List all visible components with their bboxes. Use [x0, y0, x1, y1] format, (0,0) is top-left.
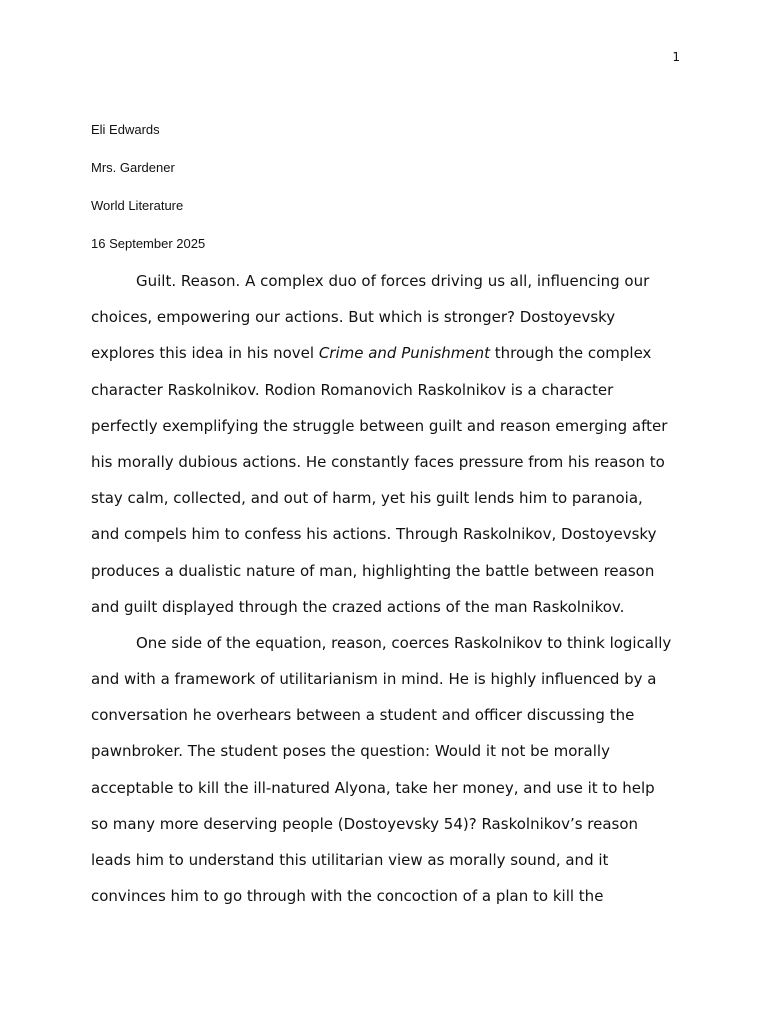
- essay-body: [91, 263, 683, 914]
- text-line: choices, empowering our actions. But which is stronger? Dostoyevsky: [91, 308, 616, 327]
- text-line: pawnbroker. The student poses the question: Would it not be morally: [91, 742, 610, 761]
- text-line: conversation he overhears between a student and officer discussing the: [91, 706, 635, 725]
- text-line: Guilt. Reason. A complex duo of forces driving us all, influencing our: [136, 272, 650, 290]
- paragraph-2: [91, 625, 683, 915]
- novel-title: Crime and Punishment: [318, 344, 490, 363]
- text-line: and guilt displayed through the crazed actions of the man Raskolnikov.: [91, 597, 625, 616]
- text-line: character Raskolnikov. Rodion Romanovich Raskolnikov is a character: [91, 380, 614, 399]
- course-name: World Literature: [91, 198, 184, 213]
- text-segment: explores this idea in his novel: [91, 344, 319, 363]
- text-line: One side of the equation, reason, coerces Raskolnikov to think logically: [136, 633, 672, 652]
- text-line: perfectly exemplifying the struggle between guilt and reason emerging after: [91, 416, 668, 435]
- text-line: leads him to understand this utilitarian view as morally sound, and it: [91, 851, 609, 869]
- text-line: and compels him to confess his actions. Through Raskolnikov, Dostoyevsky: [91, 525, 657, 544]
- text-line: and with a framework of utilitarianism in mind. He is highly influenced by a: [91, 670, 657, 689]
- text-segment: through the complex: [490, 344, 652, 363]
- text-line-with-title: [91, 335, 683, 371]
- text-line: so many more deserving people (Dostoyevsky 54)? Raskolnikov’s reason: [91, 814, 639, 833]
- text-line: acceptable to kill the ill-natured Alyona, take her money, and use it to help: [91, 778, 655, 797]
- text-line: convinces him to go through with the concoction of a plan to kill the: [91, 887, 604, 906]
- student-name: Eli Edwards: [91, 122, 160, 137]
- text-line: his morally dubious actions. He constantly faces pressure from his reason to: [91, 452, 665, 471]
- paragraph-1: [91, 263, 683, 625]
- essay-date: 16 September 2025: [91, 236, 206, 251]
- page-number: 1: [672, 50, 680, 64]
- mla-heading: [91, 121, 681, 273]
- text-line: produces a dualistic nature of man, highlighting the battle between reason: [91, 561, 655, 580]
- teacher-name: Mrs. Gardener: [91, 160, 175, 175]
- text-line: stay calm, collected, and out of harm, yet his guilt lends him to paranoia,: [91, 489, 643, 508]
